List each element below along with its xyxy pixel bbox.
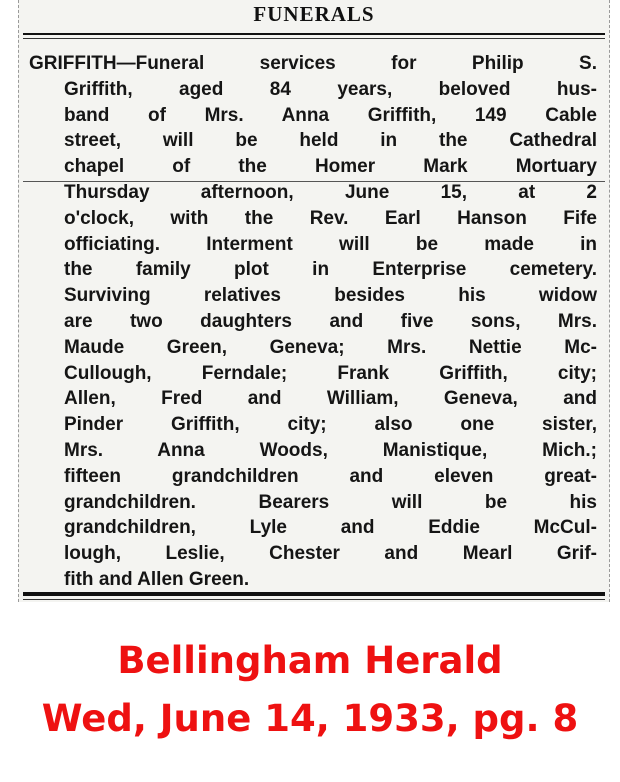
obituary-line: officiating. Interment will be made in <box>64 233 597 255</box>
obituary-line: o'clock, with the Rev. Earl Hanson Fife <box>64 207 597 229</box>
obituary-line: Mrs. Anna Woods, Manistique, Mich.; <box>64 439 597 461</box>
obituary-line: Surviving relatives besides his widow <box>64 285 597 307</box>
date-page-caption: Wed, June 14, 1933, pg. 8 <box>41 697 579 740</box>
top-rule-thin <box>23 38 605 39</box>
obituary-line: are two daughters and five sons, Mrs. <box>64 310 597 332</box>
fold-crease <box>23 181 605 182</box>
obituary-line: the family plot in Enterprise cemetery. <box>64 259 597 281</box>
obituary-line: Thursday afternoon, June 15, at 2 <box>64 181 597 203</box>
section-heading: FUNERALS <box>253 2 375 26</box>
obituary-line: lough, Leslie, Chester and Mearl Grif- <box>64 543 597 565</box>
obituary-line: fifteen grandchildren and eleven great- <box>64 465 597 487</box>
obituary-text <box>29 51 597 593</box>
obituary-line: grandchildren, Lyle and Eddie McCul- <box>64 517 597 539</box>
obituary-line: fith and Allen Green. <box>64 568 250 590</box>
obituary-line: Maude Green, Geneva; Mrs. Nettie Mc- <box>64 336 597 358</box>
obituary-line: Cullough, Ferndale; Frank Griffith, city; <box>64 362 597 384</box>
bottom-rule <box>23 592 605 596</box>
bottom-rule-thin <box>23 599 605 600</box>
newspaper-name-caption: Bellingham Herald <box>117 639 503 682</box>
obituary-line: band of Mrs. Anna Griffith, 149 Cable <box>64 104 597 126</box>
obituary-line: street, will be held in the Cathedral <box>64 130 597 152</box>
obituary-line: GRIFFITH—Funeral services for Philip S. <box>29 53 597 74</box>
obituary-line: grandchildren. Bearers will be his <box>64 491 597 513</box>
obituary-line: Allen, Fred and William, Geneva, and <box>64 388 597 410</box>
newspaper-clipping <box>18 0 610 602</box>
obituary-line: Pinder Griffith, city; also one sister, <box>64 414 597 436</box>
top-rule <box>23 33 605 35</box>
obituary-line: chapel of the Homer Mark Mortuary <box>64 156 597 178</box>
obituary-line: Griffith, aged 84 years, beloved hus- <box>64 78 597 100</box>
